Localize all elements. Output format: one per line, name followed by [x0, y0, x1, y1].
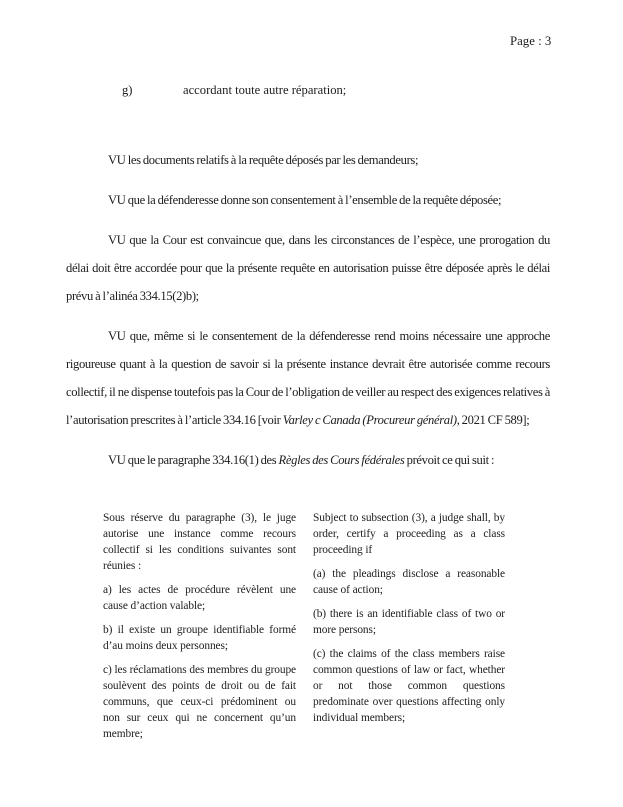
- recital-paragraph: [66, 146, 550, 174]
- quote-paragraph: b) il existe un groupe identifiable formé d’au moins deux personnes;: [103, 624, 296, 652]
- page-number: Page : 3: [510, 34, 552, 48]
- cited-title: Règles des Cours fédérales: [278, 453, 405, 467]
- recital-text: VU que la Cour est convaincue que, dans les circonstances de l’espèce, une prorogation du délai doit être accordée pour que la présente requête en autorisation puisse être déposée après le délai prévu à l’alinéa 334.15(2)b);: [66, 233, 550, 303]
- recital-paragraph: [66, 186, 550, 214]
- recital-text: , 2021 CF 589];: [456, 413, 530, 427]
- quote-paragraph: Sous réserve du paragraphe (3), le juge autorise une instance comme recours collectif si les conditions suivantes sont réunies :: [103, 512, 296, 572]
- recital-paragraph: [66, 446, 550, 474]
- cited-title: Varley c Canada (Procureur général): [282, 413, 457, 427]
- quote-paragraph: (a) the pleadings disclose a reasonable cause of action;: [313, 568, 505, 596]
- recital-text: VU que, même si le consentement de la défenderesse rend moins nécessaire une approche rigoureuse quant à la question de savoir si la présente instance devrait être autorisée comme recours collectif, il ne dispense toutefois pas la Cour de l’obligation de veiller au respect des exigences relatives à l’autorisation prescrites à l’article 334.16 [voir: [66, 329, 550, 427]
- column-gap: [296, 510, 313, 750]
- bilingual-quote: [103, 510, 505, 750]
- quote-paragraph: (b) there is an identifiable class of two or more persons;: [313, 608, 505, 636]
- subparagraph-g-text: accordant toute autre réparation;: [183, 83, 347, 97]
- quote-paragraph: Subject to subsection (3), a judge shall, by order, certify a proceeding as a class proceeding if: [313, 512, 505, 556]
- recital-paragraph: [66, 322, 550, 434]
- quote-paragraph: a) les actes de procédure révèlent une cause d’action valable;: [103, 584, 296, 612]
- recital-text: VU que la défenderesse donne son consentement à l’ensemble de la requête déposée;: [108, 193, 502, 207]
- recitals-section: [66, 146, 550, 486]
- quote-column-french: [103, 510, 296, 750]
- subparagraph-g: [122, 83, 346, 98]
- recital-text: VU les documents relatifs à la requête déposés par les demandeurs;: [108, 153, 419, 167]
- recital-text: VU que le paragraphe 334.16(1) des: [108, 453, 279, 467]
- recital-paragraph: [66, 226, 550, 310]
- quote-paragraph: c) les réclamations des membres du groupe soulèvent des points de droit ou de fait communs, que ceux-ci prédominent ou non sur ceux qui ne concernent qu’un membre;: [103, 664, 296, 740]
- quote-column-english: [313, 510, 505, 750]
- quote-paragraph: (c) the claims of the class members raise common questions of law or fact, whether or not those common questions predominate over questions affecting only individual members;: [313, 648, 505, 724]
- subparagraph-g-marker: g): [122, 83, 133, 97]
- recital-text: prévoit ce qui suit :: [404, 453, 495, 467]
